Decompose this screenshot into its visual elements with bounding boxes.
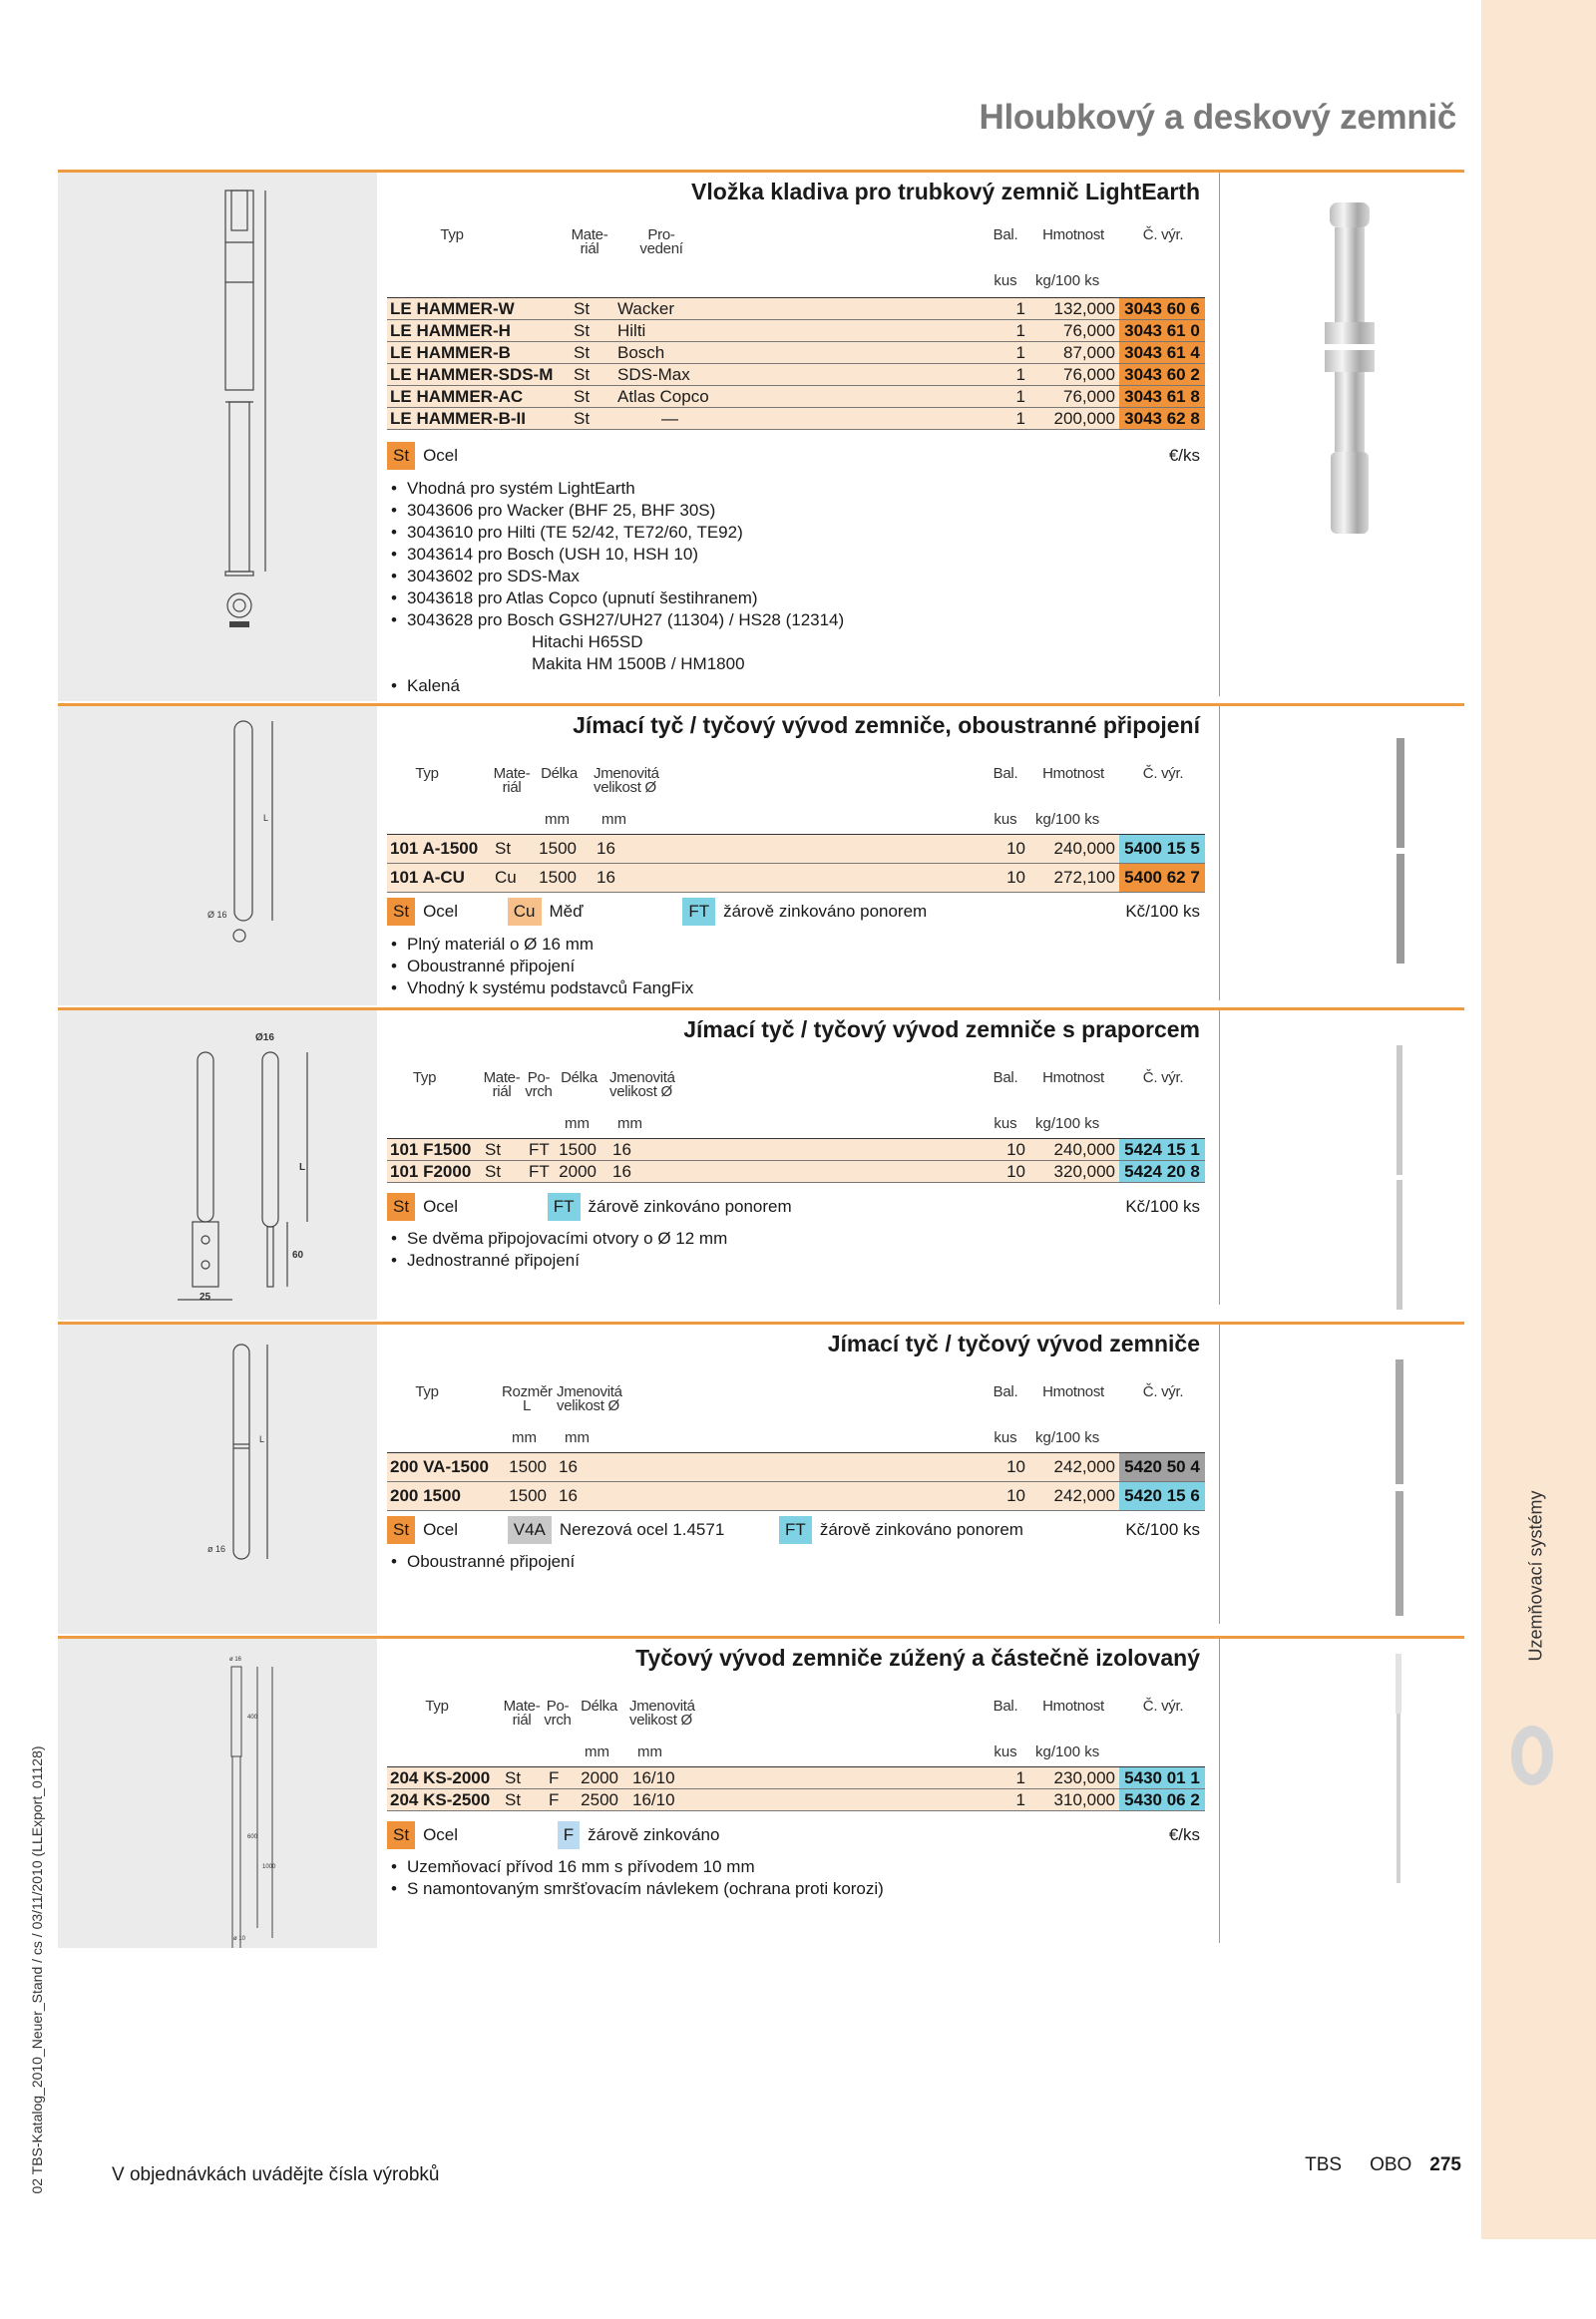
- divider: [1219, 706, 1220, 1000]
- svg-text:Ø 16: Ø 16: [207, 910, 227, 920]
- divider: [1219, 1639, 1220, 1943]
- col-version: Pro-: [647, 226, 675, 243]
- table-row: 204 KS-2500 St F 2500 16/10 1 310,000 5430 06 2: [387, 1789, 1205, 1811]
- col-size: Jmenovitá: [594, 765, 659, 782]
- section-rod-insulated: [58, 1636, 1464, 1948]
- technical-drawing: [58, 1325, 377, 1634]
- col-material-2: riál: [502, 779, 522, 796]
- section-title: Vložka kladiva pro trubkový zemnič LightEarth: [691, 179, 1200, 204]
- feature-list: • Vhodná pro systém LightEarth • 3043606 pro Wacker (BHF 25, BHF 30S) • 3043610 pro Hilti (TE 52/42, TE72/60, TE92) • 3043614 pro Bosch (USH 10, HSH 10) • 3043602 pro SDS-Max • 3043618 pro Atlas Copco (upnutí šestihranem) • 3043628 pro Bosch GSH27/UH27 (11304) / HS28 (12314) Hitachi H65SD Makita HM 1500B / HM1800 • Kalená: [387, 478, 844, 697]
- product-table: [387, 1639, 1220, 1948]
- feature-list: • Uzemňovací přívod 16 mm s přívodem 10 mm • S namontovaným smršťovacím návlekem (ochrana proti korozi): [387, 1856, 884, 1900]
- feature-list: • Se dvěma připojovacími otvory o Ø 12 mm • Jednostranné připojení: [387, 1228, 727, 1272]
- col-length: Délka: [581, 1698, 617, 1715]
- unit-weight: kg/100 ks: [1035, 1743, 1100, 1760]
- price-unit: Kč/100 ks: [1125, 1520, 1200, 1539]
- feature-list: • Plný materiál o Ø 16 mm • Oboustranné připojení • Vhodný k systému podstavců FangFix: [387, 934, 693, 999]
- col-dimension-2: L: [522, 1397, 532, 1414]
- table-row: LE HAMMER-W St Wacker 1 132,000 3043 60 6: [387, 298, 1205, 320]
- col-material: Mate-: [483, 1069, 521, 1086]
- col-article: Č. výr.: [1142, 226, 1184, 243]
- unit-size: mm: [637, 1743, 662, 1760]
- unit-pack: kus: [994, 1429, 1017, 1446]
- col-weight: Hmotnost: [1042, 1698, 1104, 1715]
- section-title: Jímací tyč / tyčový vývod zemniče: [827, 1331, 1200, 1356]
- col-version-2: vedení: [639, 240, 683, 257]
- col-material-2: riál: [492, 1083, 512, 1100]
- svg-text:25: 25: [200, 1292, 211, 1303]
- svg-text:ø 10: ø 10: [233, 1936, 246, 1942]
- product-photo: [1255, 706, 1454, 1005]
- col-size-2: velikost Ø: [629, 1712, 692, 1729]
- divider: [1219, 173, 1220, 696]
- feature-list: • Oboustranné připojení: [387, 1551, 575, 1573]
- col-surface-2: vrch: [525, 1083, 553, 1100]
- col-surface: Po-: [546, 1698, 570, 1715]
- legend: St Ocel: [387, 442, 458, 470]
- col-size: Jmenovitá: [629, 1698, 695, 1715]
- unit-size: mm: [565, 1429, 590, 1446]
- unit-weight: kg/100 ks: [1035, 1429, 1100, 1446]
- svg-text:1000: 1000: [262, 1864, 276, 1870]
- col-size-2: velikost Ø: [609, 1083, 672, 1100]
- unit-pack: kus: [994, 272, 1017, 289]
- table-row: LE HAMMER-B St Bosch 1 87,000 3043 61 4: [387, 342, 1205, 364]
- col-material: Mate-: [571, 226, 608, 243]
- price-unit: €/ks: [1168, 446, 1200, 465]
- unit-pack: kus: [994, 1743, 1017, 1760]
- col-weight: Hmotnost: [1042, 226, 1104, 243]
- unit-length: mm: [545, 811, 570, 828]
- svg-text:600: 600: [247, 1834, 258, 1840]
- table-row: 101 A-CU Cu 1500 16 10 272,100 5400 62 7: [387, 864, 1205, 893]
- col-article: Č. výr.: [1142, 1698, 1184, 1715]
- table-row: LE HAMMER-H St Hilti 1 76,000 3043 61 0: [387, 320, 1205, 342]
- col-size: Jmenovitá: [609, 1069, 675, 1086]
- section-rod: [58, 1322, 1464, 1634]
- col-length: Délka: [541, 765, 578, 782]
- table-row: 200 1500 1500 16 10 242,000 5420 15 6: [387, 1482, 1205, 1511]
- col-type: Typ: [412, 1069, 437, 1086]
- col-size-2: velikost Ø: [557, 1397, 619, 1414]
- legend: St Ocel FT žárově zinkováno ponorem: [387, 1193, 792, 1221]
- table-row: 101 A-1500 St 1500 16 10 240,000 5400 15 5: [387, 835, 1205, 864]
- col-type: Typ: [440, 226, 464, 243]
- col-length: Délka: [561, 1069, 598, 1086]
- product-table: [387, 1325, 1220, 1634]
- divider: [1219, 1010, 1220, 1305]
- product-photo: [1255, 1010, 1454, 1320]
- svg-text:400: 400: [247, 1715, 258, 1721]
- svg-text:ø 16: ø 16: [207, 1544, 226, 1554]
- unit-weight: kg/100 ks: [1035, 272, 1100, 289]
- col-pack: Bal.: [993, 1698, 1018, 1715]
- legend: St Ocel Cu Měď FT žárově zinkováno ponorem: [387, 898, 927, 926]
- col-pack: Bal.: [993, 765, 1018, 782]
- unit-length: mm: [565, 1115, 590, 1132]
- table-row: LE HAMMER-SDS-M St SDS-Max 1 76,000 3043 60 2: [387, 364, 1205, 386]
- col-material: Mate-: [493, 765, 531, 782]
- section-title: Jímací tyč / tyčový vývod zemniče, oboustranné připojení: [573, 712, 1200, 738]
- page-title: Hloubkový a deskový zemnič: [979, 98, 1456, 137]
- legend: St Ocel F žárově zinkováno: [387, 1821, 719, 1849]
- svg-text:L: L: [299, 1162, 306, 1173]
- unit-weight: kg/100 ks: [1035, 1115, 1100, 1132]
- product-photo: [1255, 1639, 1454, 1948]
- col-type: Typ: [415, 1383, 439, 1400]
- table-row: 101 F2000 St FT 2000 16 10 320,000 5424 20 8: [387, 1161, 1205, 1183]
- col-surface-2: vrch: [544, 1712, 572, 1729]
- unit-length: mm: [585, 1743, 609, 1760]
- svg-text:ø 16: ø 16: [229, 1657, 242, 1663]
- col-surface: Po-: [527, 1069, 551, 1086]
- col-type: Typ: [425, 1698, 449, 1715]
- col-article: Č. výr.: [1142, 1383, 1184, 1400]
- col-weight: Hmotnost: [1042, 765, 1104, 782]
- unit-pack: kus: [994, 811, 1017, 828]
- svg-text:Ø16: Ø16: [255, 1032, 274, 1043]
- col-pack: Bal.: [993, 1069, 1018, 1086]
- section-rod-flag: [58, 1007, 1464, 1320]
- col-material: Mate-: [503, 1698, 541, 1715]
- technical-drawing: [58, 173, 377, 701]
- col-size: Jmenovitá: [557, 1383, 622, 1400]
- unit-size: mm: [601, 811, 626, 828]
- col-pack: Bal.: [993, 226, 1018, 243]
- col-material-2: riál: [580, 240, 599, 257]
- product-table: [387, 1010, 1220, 1320]
- divider: [1219, 1325, 1220, 1624]
- price-unit: Kč/100 ks: [1125, 902, 1200, 921]
- col-weight: Hmotnost: [1042, 1383, 1104, 1400]
- table-row: 200 VA-1500 1500 16 10 242,000 5420 50 4: [387, 1453, 1205, 1482]
- section-title: Jímací tyč / tyčový vývod zemniče s praporcem: [683, 1016, 1200, 1042]
- price-unit: €/ks: [1168, 1825, 1200, 1844]
- side-chapter-label: Uzemňovací systémy: [1525, 1490, 1546, 1662]
- legend: St Ocel V4A Nerezová ocel 1.4571 FT žárově zinkováno ponorem: [387, 1516, 1023, 1544]
- svg-text:L: L: [259, 1434, 265, 1444]
- col-weight: Hmotnost: [1042, 1069, 1104, 1086]
- unit-dimension: mm: [512, 1429, 537, 1446]
- col-type: Typ: [415, 765, 439, 782]
- unit-pack: kus: [994, 1115, 1017, 1132]
- table-row: 204 KS-2000 St F 2000 16/10 1 230,000 5430 01 1: [387, 1767, 1205, 1789]
- product-photo: [1255, 173, 1454, 701]
- col-article: Č. výr.: [1142, 1069, 1184, 1086]
- section-rod-both-ends: [58, 703, 1464, 1005]
- technical-drawing: [58, 706, 377, 1005]
- col-material-2: riál: [512, 1712, 532, 1729]
- section-le-hammer: [58, 170, 1464, 701]
- price-unit: Kč/100 ks: [1125, 1197, 1200, 1216]
- table-row: LE HAMMER-B-II St — 1 200,000 3043 62 8: [387, 408, 1205, 430]
- footer-note: V objednávkách uvádějte čísla výrobků: [112, 2164, 440, 2185]
- technical-drawing: [58, 1639, 377, 1948]
- chapter-mark-icon: [1511, 1726, 1553, 1785]
- technical-drawing: [58, 1010, 377, 1320]
- sidebar-band: [1481, 0, 1596, 2239]
- svg-text:60: 60: [292, 1250, 304, 1261]
- svg-text:L: L: [263, 813, 269, 823]
- section-title: Tyčový vývod zemniče zúžený a částečně izolovaný: [635, 1645, 1200, 1671]
- product-photo: [1255, 1325, 1454, 1634]
- table-row: 101 F1500 St FT 1500 16 10 240,000 5424 15 1: [387, 1139, 1205, 1161]
- product-table: [387, 706, 1220, 1005]
- export-info: 02 TBS-Katalog_2010_Neuer_Stand / cs / 03/11/2010 (LLExport_01128): [29, 1745, 45, 2194]
- unit-weight: kg/100 ks: [1035, 811, 1100, 828]
- col-article: Č. výr.: [1142, 765, 1184, 782]
- col-size-2: velikost Ø: [594, 779, 656, 796]
- unit-size: mm: [617, 1115, 642, 1132]
- col-pack: Bal.: [993, 1383, 1018, 1400]
- col-dimension: Rozměr: [502, 1383, 553, 1400]
- table-row: LE HAMMER-AC St Atlas Copco 1 76,000 3043 61 8: [387, 386, 1205, 408]
- product-table: [387, 173, 1220, 701]
- footer-brand: TBS OBO 275: [1305, 2154, 1461, 2175]
